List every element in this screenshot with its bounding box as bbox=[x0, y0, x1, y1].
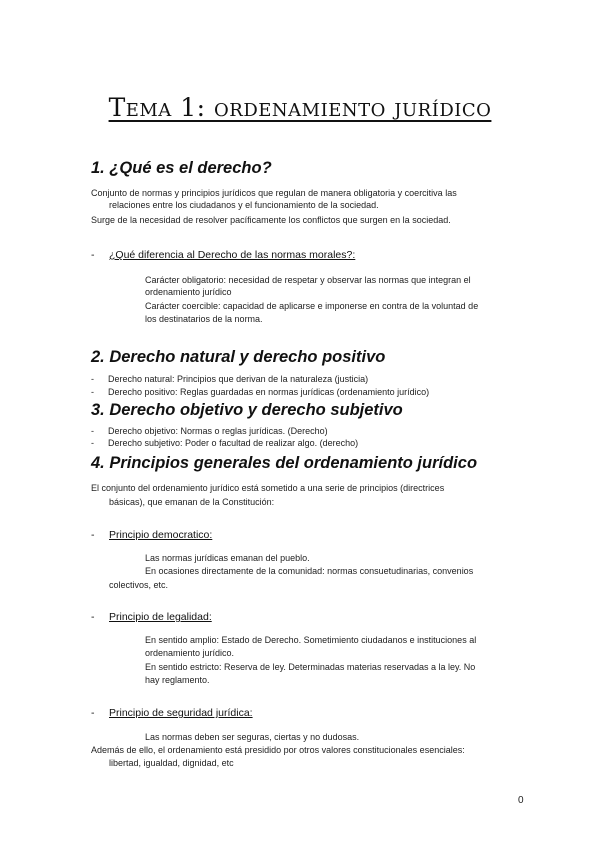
section-2-heading: 2. Derecho natural y derecho positivo bbox=[91, 348, 386, 366]
legality-line-2: ordenamiento jurídico. bbox=[145, 648, 235, 658]
document-page: Tema 1: ordenamiento jurídico 1. ¿Qué es el derecho? Conjunto de normas y principios jurídicos que regulan de manera obligatoria y coercitiva las relaciones entre los ciudadanos y el funcionamiento de la sociedad. Surge de la necesidad de resolver pacíficamente los conflictos que surgen en la sociedad. - ¿Qué diferencia al Derecho de las normas morales?: Carácter obligatorio: necesidad de respetar y observar las normas que integran el ordenamiento jurídico Carácter coercible: capacidad de aplicarse e imponerse en contra de la voluntad de los destinatarios de la norma. 2. Derecho natural y derecho positivo - Derecho natural: Principios que derivan de la naturaleza (justicia) - Derecho positivo: Reglas guardadas en normas jurídicas (ordenamiento jurídico) 3. Derecho objetivo y derecho subjetivo - Derecho objetivo: Normas o reglas jurídicas. (Derecho) - Derecho subjetivo: Poder o facultad de realizar algo. (derecho) 4. Principios generales del ordenamiento jurídico El conjunto del ordenamiento jurídico está sometido a una serie de principios (directrices básicas), que emanan de la Constitución: - Principio democratico: Las normas jurídicas emanan del pueblo. En ocasiones directamente de la comunidad: normas consuetudinarias, convenios colectivos, etc. - Principio de legalidad: En sentido amplio: Estado de Derecho. Sometimiento ciudadanos e instituciones al ordenamiento jurídico. En sentido estricto: Reserva de ley. Determinadas materias reservadas a la ley. No hay reglamento. - Principio de seguridad jurídica: Las normas deben ser seguras, ciertas y no dudosas. Además de ello, el ordenamiento está presidido por otros valores constitucionales esenciales: libertad, igualdad, dignidad, etc 0 bbox=[0, 0, 600, 848]
closing-line-2: libertad, igualdad, dignidad, etc bbox=[109, 758, 234, 768]
s1-paragraph-1-line-2: relaciones entre los ciudadanos y el funcionamiento de la sociedad. bbox=[109, 200, 379, 210]
s1-item-2-line-2: los destinatarios de la norma. bbox=[145, 314, 263, 324]
section-3-heading: 3. Derecho objetivo y derecho subjetivo bbox=[91, 401, 403, 419]
s1-item-2-line-1: Carácter coercible: capacidad de aplicarse e imponerse en contra de la voluntad de bbox=[145, 301, 479, 311]
democratic-line-2: En ocasiones directamente de la comunidad: normas consuetudinarias, convenios bbox=[145, 566, 474, 576]
s1-item-1-line-1: Carácter obligatorio: necesidad de respetar y observar las normas que integran el bbox=[145, 275, 471, 285]
s2-bullet-1-text: Derecho natural: Principios que derivan de la naturaleza (justicia) bbox=[108, 374, 369, 384]
s1-item-1-line-2: ordenamiento jurídico bbox=[145, 287, 232, 297]
dash-bullet: - bbox=[91, 249, 95, 261]
principle-security-label: Principio de seguridad jurídica: bbox=[109, 707, 253, 719]
s4-paragraph-1-line-1: El conjunto del ordenamiento jurídico está sometido a una serie de principios (directrices bbox=[91, 483, 445, 493]
page-title: Tema 1: ordenamiento jurídico bbox=[108, 93, 492, 122]
page-number: 0 bbox=[518, 795, 524, 806]
closing-line-1: Además de ello, el ordenamiento está presidido por otros valores constitucionales esenciales: bbox=[91, 745, 465, 755]
section-4-heading: 4. Principios generales del ordenamiento jurídico bbox=[91, 454, 478, 472]
s3-bullet-1-text: Derecho objetivo: Normas o reglas jurídicas. (Derecho) bbox=[108, 426, 328, 436]
legality-line-4: hay reglamento. bbox=[145, 675, 210, 685]
s1-subheading bbox=[91, 249, 355, 261]
dash-bullet: - bbox=[91, 611, 95, 623]
principle-democratic-label: Principio democratico: bbox=[109, 529, 213, 541]
s1-paragraph-2: Surge de la necesidad de resolver pacíficamente los conflictos que surgen en la sociedad. bbox=[91, 215, 451, 225]
security-line-1: Las normas deben ser seguras, ciertas y no dudosas. bbox=[145, 732, 360, 742]
s4-paragraph-1-line-2: básicas), que emanan de la Constitución: bbox=[109, 497, 275, 507]
dash-bullet: - bbox=[91, 529, 95, 541]
legality-line-1: En sentido amplio: Estado de Derecho. Sometimiento ciudadanos e instituciones al bbox=[145, 635, 477, 645]
s1-paragraph-1-line-1: Conjunto de normas y principios jurídicos que regulan de manera obligatoria y coercitiva las bbox=[91, 188, 457, 198]
principle-legality-label: Principio de legalidad: bbox=[109, 611, 212, 623]
principle-democratic-heading bbox=[91, 529, 212, 541]
democratic-line-1: Las normas jurídicas emanan del pueblo. bbox=[145, 553, 310, 563]
s2-bullet-2-text: Derecho positivo: Reglas guardadas en normas jurídicas (ordenamiento jurídico) bbox=[108, 387, 430, 397]
s1-subheading-label: ¿Qué diferencia al Derecho de las normas morales?: bbox=[109, 249, 356, 261]
principle-security-heading bbox=[91, 707, 253, 719]
democratic-line-3: colectivos, etc. bbox=[109, 580, 169, 590]
dash-bullet: - bbox=[91, 707, 95, 719]
principle-legality-heading bbox=[91, 611, 212, 623]
legality-line-3: En sentido estricto: Reserva de ley. Determinadas materias reservadas a la ley. No bbox=[145, 662, 476, 672]
section-1-heading: 1. ¿Qué es el derecho? bbox=[91, 159, 272, 177]
s3-bullet-2-text: Derecho subjetivo: Poder o facultad de realizar algo. (derecho) bbox=[108, 438, 359, 448]
